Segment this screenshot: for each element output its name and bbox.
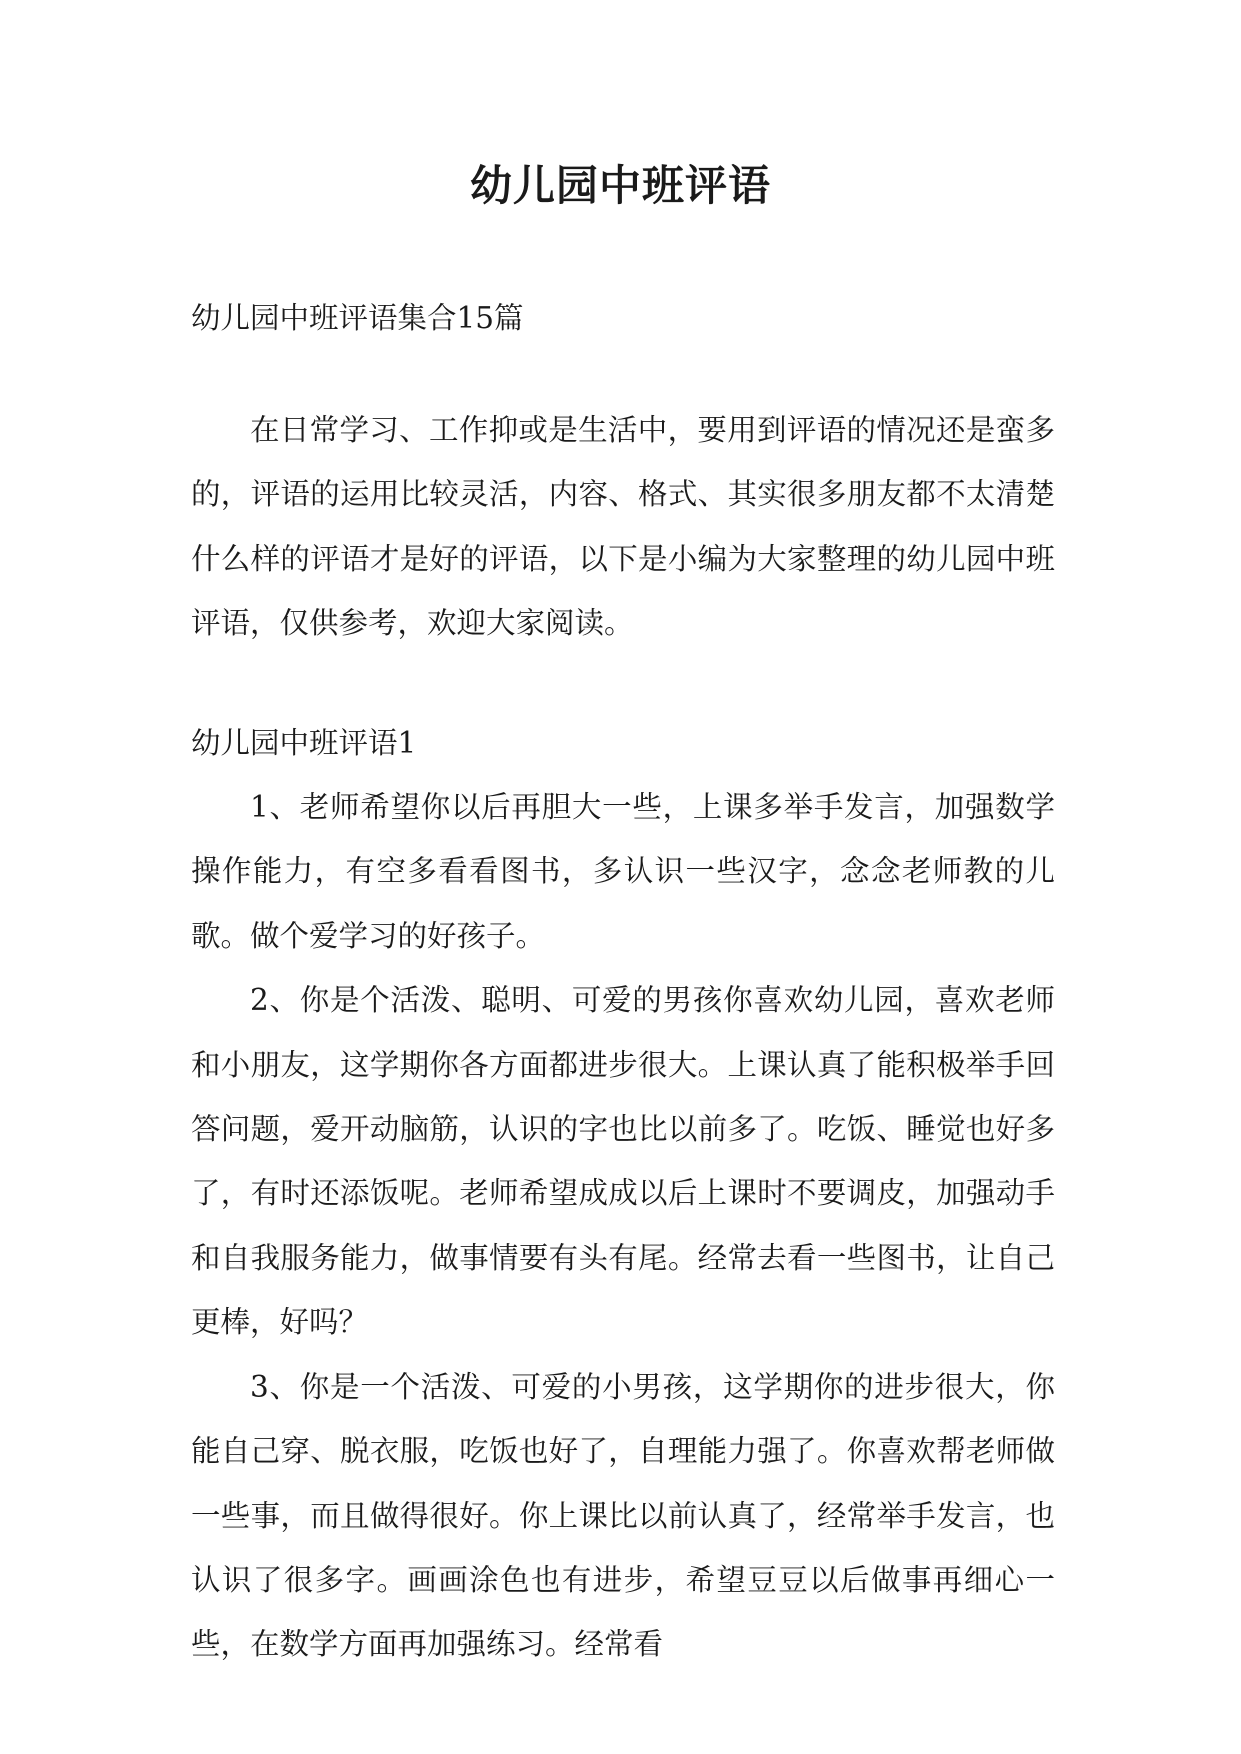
comment-paragraph: 3、你是一个活泼、可爱的小男孩，这学期你的进步很大，你能自己穿、脱衣服，吃饭也好了，自理能力强了。你喜欢帮老师做一些事，而且做得很好。你上课比以前认真了，经常举手发言，也认识了很多字。画画涂色也有进步，希望豆豆以后做事再细心一些，在数学方面再加强练习。经常看 <box>191 1369 1055 1662</box>
document-subtitle: 幼儿园中班评语集合15篇 <box>191 301 524 335</box>
section-heading: 幼儿园中班评语1 <box>191 725 417 760</box>
comment-paragraph: 2、你是个活泼、聪明、可爱的男孩你喜欢幼儿园，喜欢老师和小朋友，这学期你各方面都进步很大。上课认真了能积极举手回答问题，爱开动脑筋，认识的字也比以前多了。吃饭、睡觉也好多了，有时还添饭呢。老师希望成成以后上课时不要调皮，加强动手和自我服务能力，做事情要有头有尾。经常去看一些图书，让自己更棒，好吗？ <box>191 983 1055 1340</box>
document-body <box>191 286 1055 1677</box>
page-title: 幼儿园中班评语 <box>469 161 771 210</box>
comment-paragraph: 1、老师希望你以后再胆大一些，上课多举手发言，加强数学操作能力，有空多看看图书，多认识一些汉字，念念老师教的儿歌。做个爱学习的好孩子。 <box>191 790 1055 953</box>
intro-paragraph: 在日常学习、工作抑或是生活中，要用到评语的情况还是蛮多的，评语的运用比较灵活，内容、格式、其实很多朋友都不太清楚什么样的评语才是好的评语，以下是小编为大家整理的幼儿园中班评语，仅供参考，欢迎大家阅读。 <box>191 413 1055 641</box>
